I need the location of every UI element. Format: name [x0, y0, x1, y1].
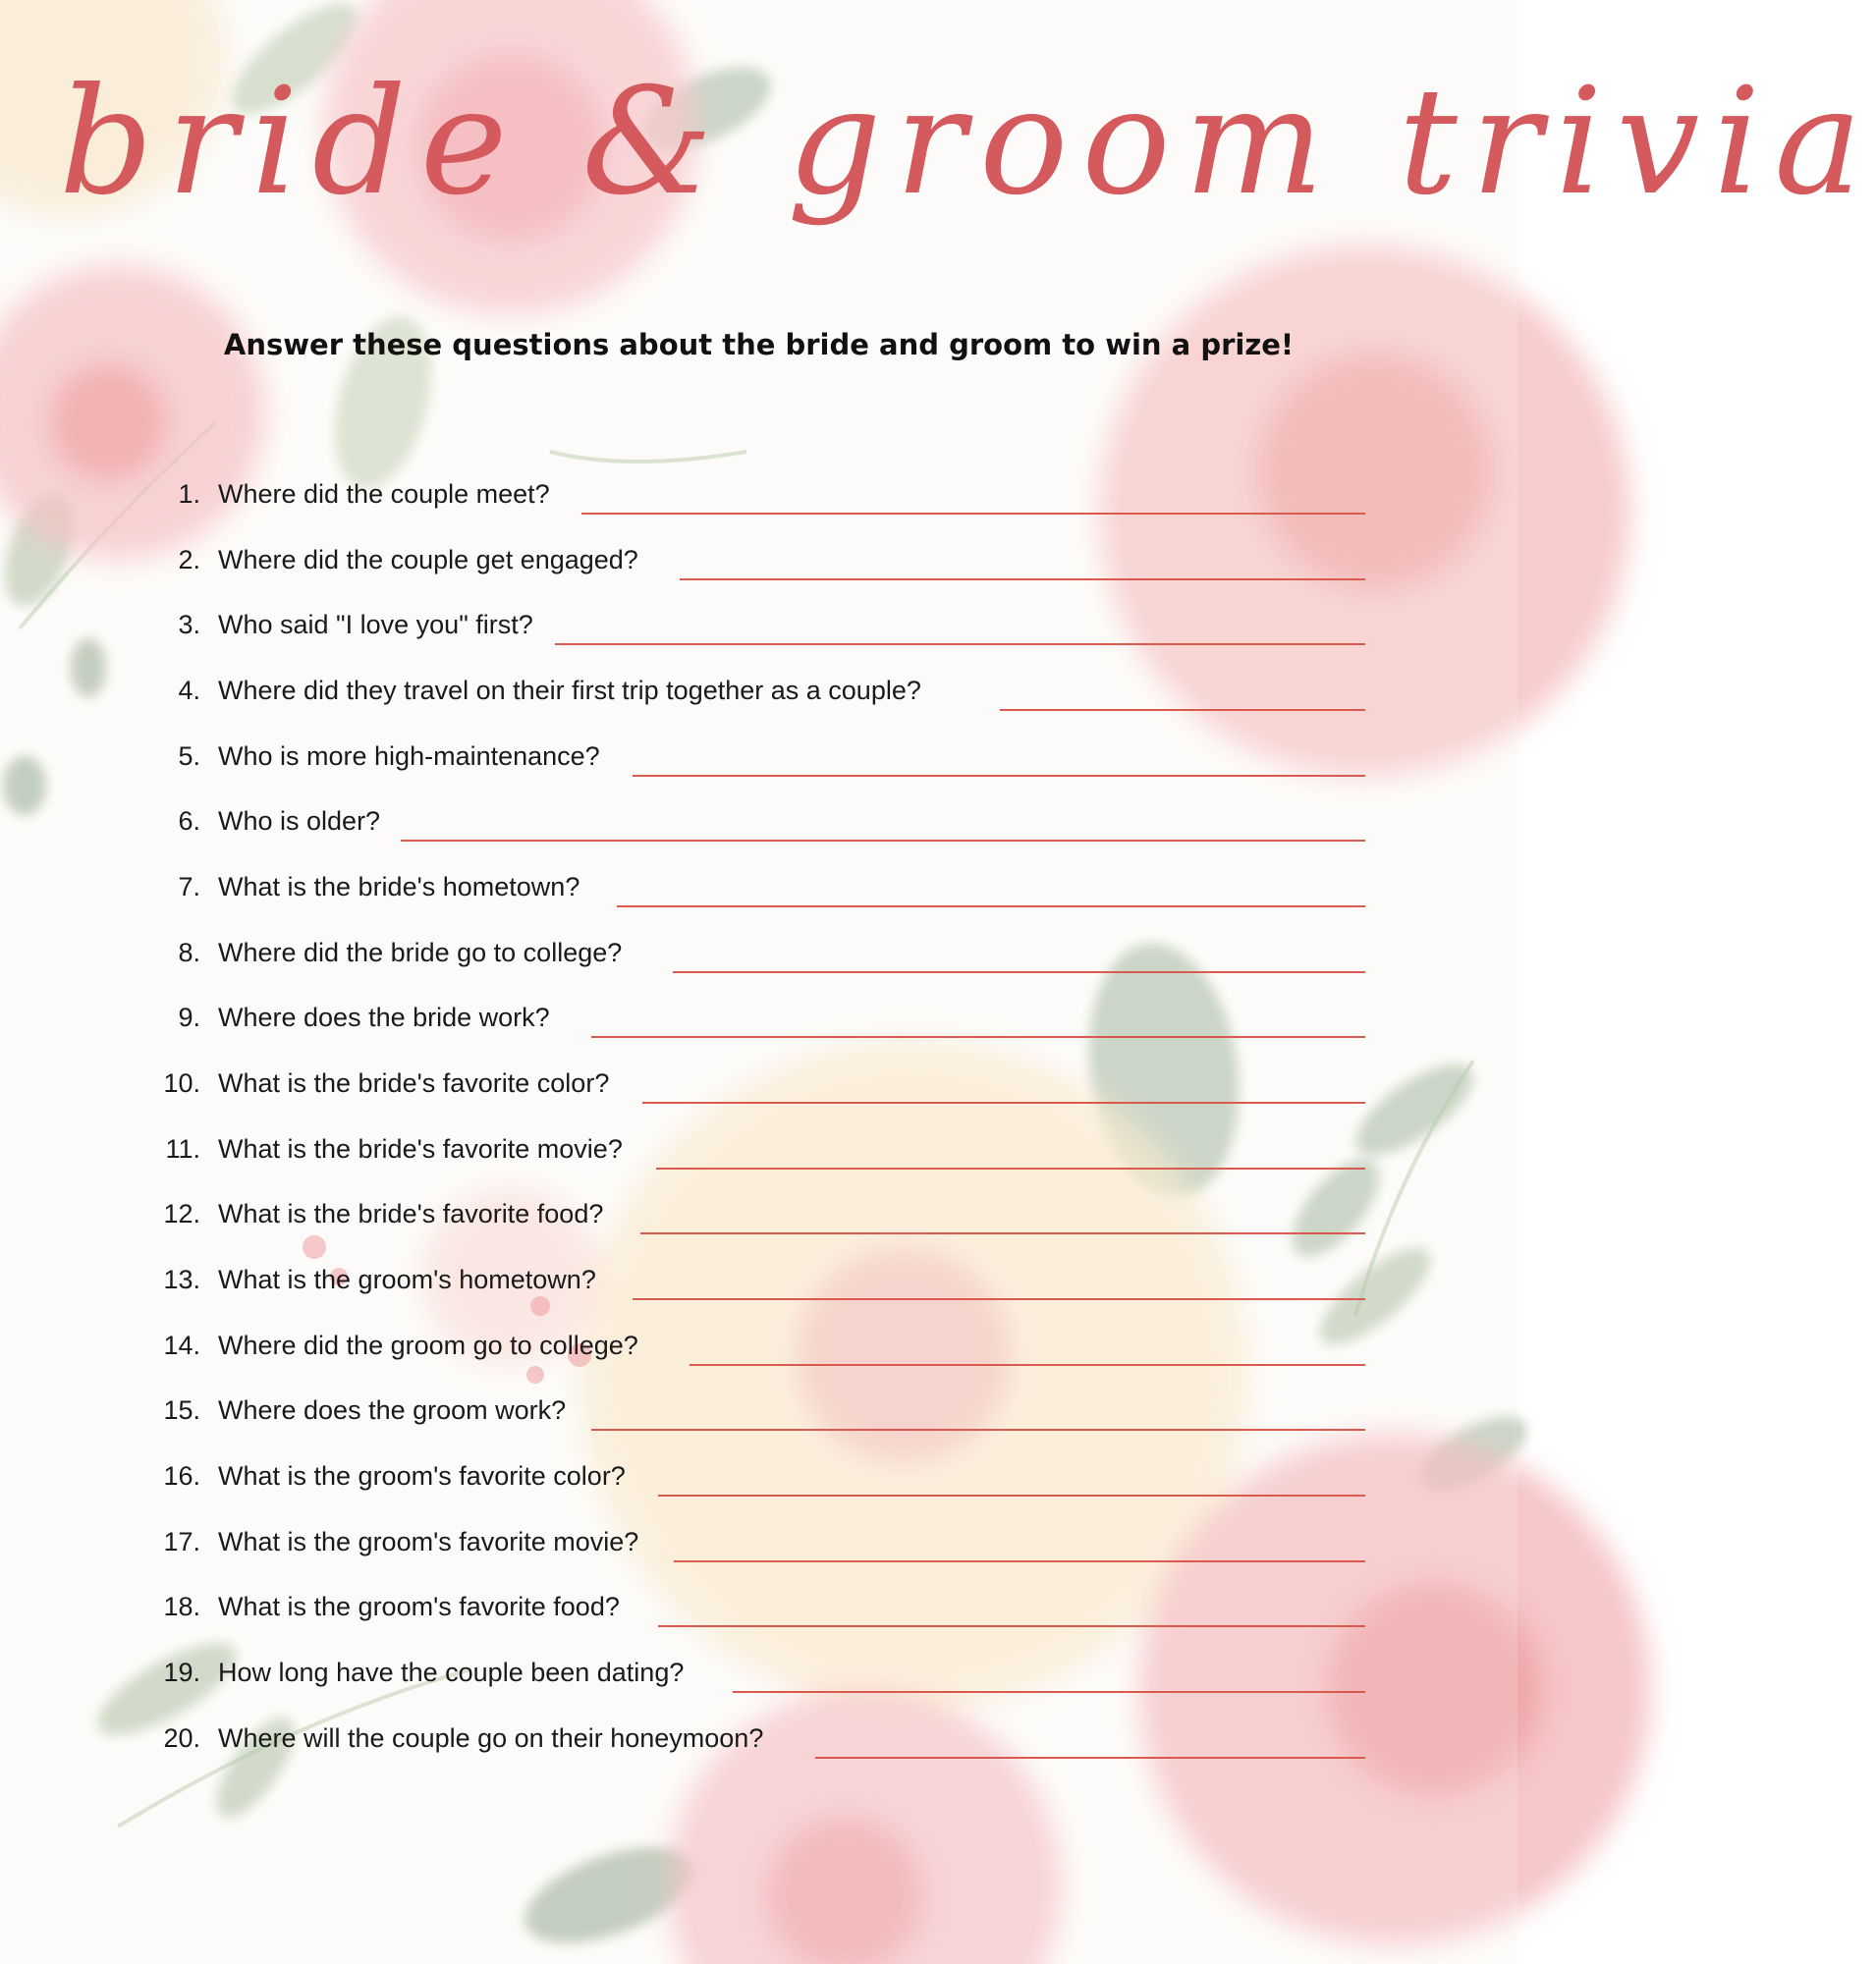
answer-line[interactable]: [640, 1232, 1365, 1234]
question-number: 7.: [178, 872, 200, 901]
question-item: [147, 545, 1365, 584]
question-number: 16.: [163, 1461, 200, 1491]
question-text: Who said "I love you" first?: [218, 610, 533, 639]
answer-line[interactable]: [591, 1429, 1365, 1431]
question-number: 8.: [178, 938, 200, 967]
question-text: Where will the couple go on their honeymoon?: [218, 1723, 764, 1753]
answer-line[interactable]: [591, 1036, 1365, 1038]
question-item: [147, 1331, 1365, 1370]
answer-line[interactable]: [401, 840, 1365, 842]
question-number: 3.: [178, 610, 200, 639]
question-item: [147, 610, 1365, 649]
question-text: Where did the bride go to college?: [218, 938, 623, 967]
page-title: bride & groom trivia: [59, 57, 1876, 228]
answer-line[interactable]: [656, 1168, 1365, 1170]
question-text: What is the bride's favorite color?: [218, 1068, 610, 1098]
answer-line[interactable]: [1000, 709, 1365, 711]
question-item: [147, 1527, 1365, 1566]
question-item: [147, 1068, 1365, 1108]
question-text: Where does the groom work?: [218, 1395, 567, 1425]
answer-line[interactable]: [581, 513, 1365, 515]
question-number: 12.: [163, 1199, 200, 1228]
question-number: 20.: [163, 1723, 200, 1753]
question-number: 5.: [178, 741, 200, 771]
answer-line[interactable]: [633, 1298, 1365, 1300]
question-number: 14.: [163, 1331, 200, 1360]
answer-line[interactable]: [617, 905, 1365, 907]
instructions: Answer these questions about the bride and groom to win a prize!: [223, 328, 1295, 361]
question-text: Where did they travel on their first trip together as a couple?: [218, 676, 921, 705]
question-number: 9.: [178, 1003, 200, 1032]
question-item: [147, 1134, 1365, 1173]
question-number: 13.: [163, 1265, 200, 1294]
question-item: [147, 1265, 1365, 1304]
answer-line[interactable]: [733, 1691, 1365, 1693]
question-number: 18.: [163, 1592, 200, 1621]
question-number: 4.: [178, 676, 200, 705]
question-number: 11.: [165, 1134, 200, 1164]
question-item: [147, 1723, 1365, 1763]
question-number: 10.: [163, 1068, 200, 1098]
question-text: Who is older?: [218, 806, 381, 836]
question-number: 15.: [163, 1395, 200, 1425]
question-text: What is the bride's favorite movie?: [218, 1134, 623, 1164]
answer-line[interactable]: [633, 775, 1365, 777]
question-item: [147, 872, 1365, 911]
question-item: [147, 1592, 1365, 1631]
question-text: Where does the bride work?: [218, 1003, 550, 1032]
question-number: 2.: [178, 545, 200, 574]
question-item: [147, 676, 1365, 715]
question-text: What is the bride's hometown?: [218, 872, 580, 901]
question-text: What is the groom's favorite food?: [218, 1592, 620, 1621]
question-item: [147, 1461, 1365, 1500]
question-item: [147, 1658, 1365, 1697]
answer-line[interactable]: [658, 1495, 1365, 1497]
question-item: [147, 1199, 1365, 1238]
question-text: What is the groom's hometown?: [218, 1265, 596, 1294]
question-text: What is the bride's favorite food?: [218, 1199, 604, 1228]
answer-line[interactable]: [674, 1560, 1365, 1562]
answer-line[interactable]: [690, 1364, 1365, 1366]
question-text: What is the groom's favorite color?: [218, 1461, 626, 1491]
answer-line[interactable]: [658, 1625, 1365, 1627]
question-number: 6.: [178, 806, 200, 836]
question-text: Where did the couple get engaged?: [218, 545, 638, 574]
question-item: [147, 479, 1365, 518]
question-number: 1.: [178, 479, 200, 509]
answer-line[interactable]: [680, 578, 1365, 580]
question-item: [147, 741, 1365, 781]
answer-line[interactable]: [673, 971, 1365, 973]
question-text: Who is more high-maintenance?: [218, 741, 600, 771]
answer-line[interactable]: [555, 643, 1365, 645]
answer-line[interactable]: [642, 1102, 1365, 1104]
question-item: [147, 1003, 1365, 1042]
question-number: 17.: [163, 1527, 200, 1556]
question-text: How long have the couple been dating?: [218, 1658, 685, 1687]
question-text: What is the groom's favorite movie?: [218, 1527, 639, 1556]
question-item: [147, 1395, 1365, 1435]
question-number: 19.: [163, 1658, 200, 1687]
question-text: Where did the couple meet?: [218, 479, 550, 509]
question-item: [147, 938, 1365, 977]
question-text: Where did the groom go to college?: [218, 1331, 638, 1360]
question-item: [147, 806, 1365, 846]
answer-line[interactable]: [815, 1757, 1365, 1759]
